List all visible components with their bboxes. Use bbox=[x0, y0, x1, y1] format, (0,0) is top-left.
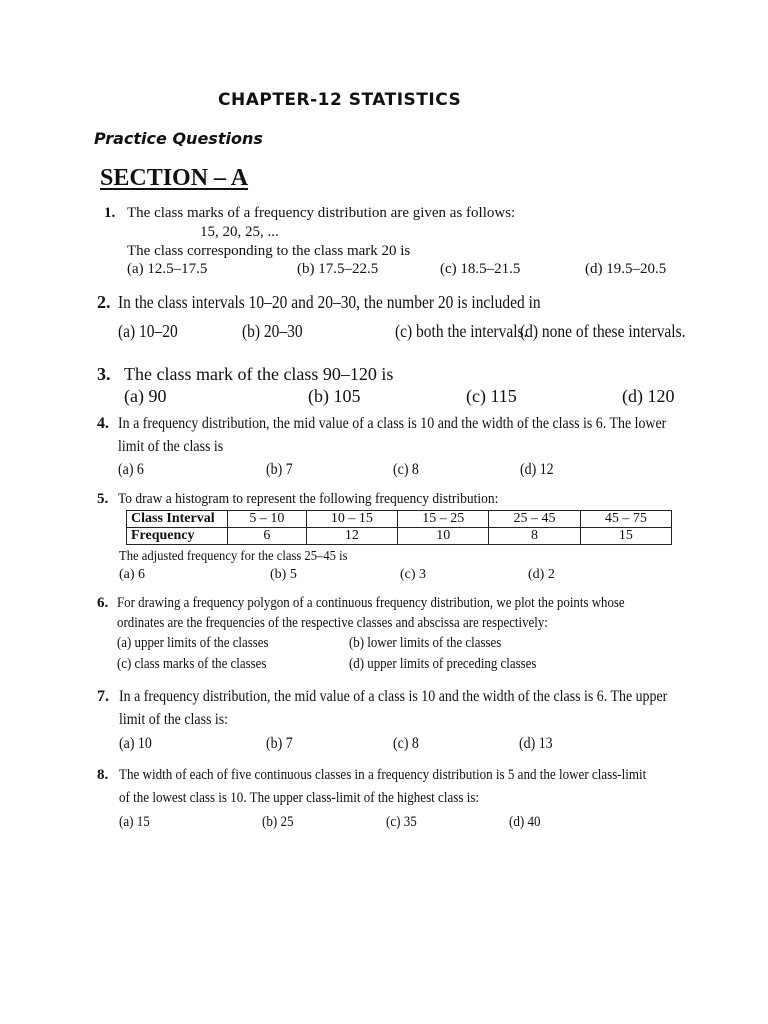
option-c: (c) class marks of the classes bbox=[117, 656, 267, 672]
table-row bbox=[127, 528, 672, 545]
question-text: The class marks of a frequency distribution are given as follows: bbox=[127, 205, 516, 221]
option-b: (b) 25 bbox=[262, 814, 294, 830]
table-cell: 10 – 15 bbox=[306, 511, 397, 528]
question-text: The adjusted frequency for the class 25–45 is bbox=[119, 549, 348, 564]
option-b: (b) 17.5–22.5 bbox=[297, 261, 379, 277]
table-cell: 45 – 75 bbox=[580, 511, 671, 528]
option-c: (c) 115 bbox=[466, 386, 517, 406]
option-d: (d) upper limits of preceding classes bbox=[349, 656, 537, 672]
question-text: ordinates are the frequencies of the respective classes and abscissa are respectively: bbox=[117, 615, 548, 631]
option-d: (d) 40 bbox=[509, 814, 541, 830]
option-d: (d) 2 bbox=[528, 567, 555, 582]
question-number: 8. bbox=[97, 767, 109, 783]
table-row bbox=[127, 511, 672, 528]
option-d: (d) 13 bbox=[519, 735, 553, 752]
row-header: Frequency bbox=[127, 528, 228, 545]
question-number: 7. bbox=[97, 688, 109, 705]
option-b: (b) 5 bbox=[270, 567, 297, 582]
question-text: The width of each of five continuous classes in a frequency distribution is 5 and the lower class-limit bbox=[119, 767, 647, 783]
question-text: of the lowest class is 10. The upper class-limit of the highest class is: bbox=[119, 790, 480, 806]
question-number: 1. bbox=[104, 205, 116, 221]
question-text: limit of the class is bbox=[118, 438, 224, 455]
question-text: limit of the class is: bbox=[119, 711, 229, 728]
question-number: 5. bbox=[97, 491, 109, 507]
question-number: 3. bbox=[97, 364, 111, 384]
question-text: The class mark of the class 90–120 is bbox=[124, 364, 394, 384]
option-c: (c) 8 bbox=[393, 735, 419, 752]
table-cell: 8 bbox=[489, 528, 580, 545]
practice-questions-subtitle: Practice Questions bbox=[94, 129, 263, 148]
option-a: (a) 12.5–17.5 bbox=[127, 261, 208, 277]
question-number: 6. bbox=[97, 595, 109, 611]
option-a: (a) 10 bbox=[119, 735, 152, 752]
table-cell: 15 bbox=[580, 528, 671, 545]
table-cell: 6 bbox=[228, 528, 307, 545]
question-text: 15, 20, 25, ... bbox=[200, 224, 279, 240]
option-a: (a) 6 bbox=[118, 461, 144, 478]
option-a: (a) 6 bbox=[119, 567, 146, 582]
section-heading: SECTION – A bbox=[100, 165, 249, 191]
table-cell: 25 – 45 bbox=[489, 511, 580, 528]
question-text: To draw a histogram to represent the following frequency distribution: bbox=[118, 491, 499, 507]
option-b: (b) 7 bbox=[266, 461, 293, 478]
option-a: (a) 10–20 bbox=[118, 321, 178, 341]
option-d: (d) 12 bbox=[520, 461, 554, 478]
question-text: In the class intervals 10–20 and 20–30, the number 20 is included in bbox=[118, 292, 541, 312]
question-text: For drawing a frequency polygon of a continuous frequency distribution, we plot the points whose bbox=[117, 595, 625, 611]
option-c: (c) 18.5–21.5 bbox=[440, 261, 521, 277]
row-header: Class Interval bbox=[127, 511, 228, 528]
option-d: (d) 120 bbox=[622, 386, 675, 406]
option-d: (d) none of these intervals. bbox=[520, 321, 686, 341]
question-number: 4. bbox=[97, 415, 109, 432]
option-c: (c) both the intervals. bbox=[395, 321, 528, 341]
frequency-table bbox=[126, 510, 672, 545]
option-b: (b) 105 bbox=[308, 386, 361, 406]
option-a: (a) 90 bbox=[124, 386, 167, 406]
option-c: (c) 35 bbox=[386, 814, 417, 830]
option-d: (d) 19.5–20.5 bbox=[585, 261, 667, 277]
option-b: (b) 7 bbox=[266, 735, 293, 752]
option-a: (a) upper limits of the classes bbox=[117, 635, 269, 651]
table-cell: 12 bbox=[306, 528, 397, 545]
option-b: (b) 20–30 bbox=[242, 321, 303, 341]
option-c: (c) 3 bbox=[400, 567, 427, 582]
option-b: (b) lower limits of the classes bbox=[349, 635, 502, 651]
table-cell: 10 bbox=[398, 528, 489, 545]
option-a: (a) 15 bbox=[119, 814, 150, 830]
question-text: The class corresponding to the class mark 20 is bbox=[127, 243, 411, 259]
question-number: 2. bbox=[97, 292, 111, 312]
table-cell: 5 – 10 bbox=[228, 511, 307, 528]
option-c: (c) 8 bbox=[393, 461, 419, 478]
table-cell: 15 – 25 bbox=[398, 511, 489, 528]
question-text: In a frequency distribution, the mid value of a class is 10 and the width of the class is 6. The lower bbox=[118, 415, 667, 432]
question-text: In a frequency distribution, the mid value of a class is 10 and the width of the class is 6. The upper bbox=[119, 688, 668, 705]
chapter-title: CHAPTER-12 STATISTICS bbox=[218, 90, 462, 110]
